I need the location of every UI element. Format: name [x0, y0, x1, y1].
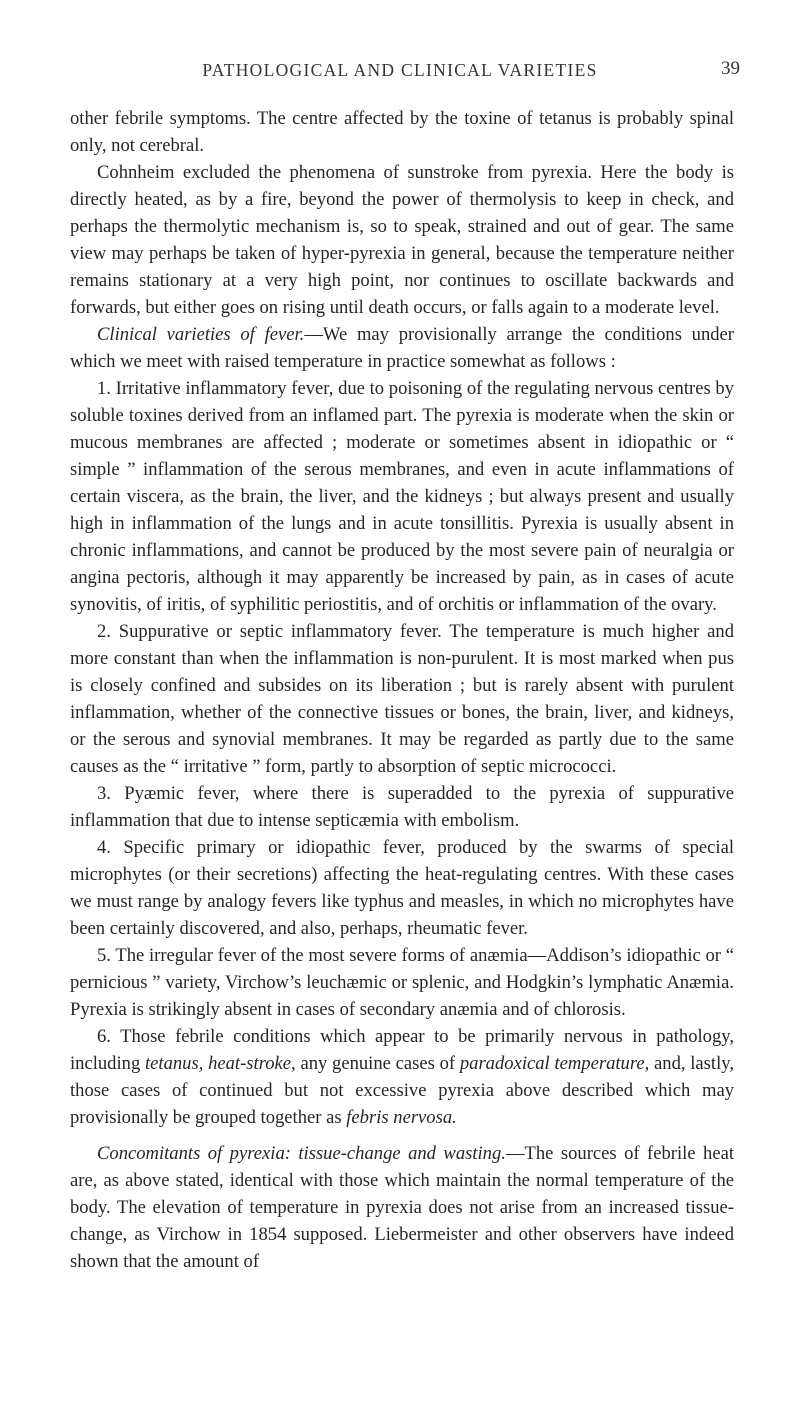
paragraph-clinical-varieties: [70, 321, 734, 375]
list-item-pyaemic-fever: [70, 780, 734, 834]
italic-term: tetanus, heat-stroke,: [144, 1053, 296, 1074]
paragraph-text: —The sources of febrile heat are, as above stated, identical with those which maintain the normal temperature of the body. The elevation of temperature in pyrexia does not arise from an increased tissue-change, as Virchow in 1854 supposed. Liebermeister and other observers have indeed shown that the amount of: [70, 1143, 734, 1272]
paragraph-text: 2. Suppurative or septic inflammatory fever. The temperature is much higher and more constant than when the inflammation is non-purulent. It is most marked when pus is closely confined and subsides on its liberation ; but is rarely absent with purulent inflammation, whether of the connective tissues or bones, the brain, liver, and kidneys, or the serous and synovial membranes. It may be regarded as partly due to the same causes as the “ irritative ” form, partly to absorption of septic micrococci.: [70, 621, 734, 777]
list-item-suppurative-fever: [70, 618, 734, 780]
body-text: [70, 105, 734, 1275]
paragraph-text: other febrile symptoms. The centre affected by the toxine of tetanus is probably spinal only, not cerebral.: [70, 108, 734, 156]
paragraph-continuation: [70, 105, 734, 159]
italic-term: paradoxical temperature,: [459, 1053, 650, 1074]
running-head: PATHOLOGICAL AND CLINICAL VARIETIES: [202, 60, 598, 80]
paragraph-text: and, lastly, those cases of continued but not excessive pyrexia above described which may provisionally be grouped together as: [70, 1053, 734, 1128]
paragraph-text: 6. Those febrile conditions which appear to be primarily nervous in pathology, including: [70, 1026, 734, 1074]
paragraph-text: 1. Irritative inflammatory fever, due to poisoning of the regulating nervous centres by soluble toxines derived from an inflamed part. The pyrexia is moderate when the skin or mucous membranes are affected ; moderate or sometimes absent in idiopathic or “ simple ” inflammation of the serous membranes, and even in acute inflammations of certain viscera, as the brain, the liver, and the kidneys ; but always present and usually high in inflammation of the lungs and in acute tonsillitis. Pyrexia is usually absent in chronic inflammations, and cannot be produced by the most severe pain of neuralgia or angina pectoris, although it may apparently be increased by pain, as in cases of acute synovitis, of iritis, of syphilitic periostitis, and of orchitis or inflammation of the ovary.: [70, 378, 734, 615]
list-item-irritative-fever: [70, 375, 734, 618]
paragraph-sunstroke: [70, 159, 734, 321]
paragraph-text: 3. Pyæmic fever, where there is superadded to the pyrexia of suppurative inflammation that due to intense septicæmia with embolism.: [70, 783, 734, 831]
paragraph-text: Cohnheim excluded the phenomena of sunstroke from pyrexia. Here the body is directly heated, as by a fire, beyond the power of thermolysis to keep in check, and perhaps the thermolytic mechanism is, so to speak, strained and out of gear. The same view may perhaps be taken of hyper-pyrexia in general, because the temperature neither remains stationary at a very high point, nor continues to oscillate backwards and forwards, but either goes on rising until death occurs, or falls again to a moderate level.: [70, 162, 734, 318]
paragraph-text: any genuine cases of: [295, 1053, 460, 1074]
paragraph-concomitants: [70, 1140, 734, 1275]
section-heading-clinical-varieties: Clinical varieties of fever.: [97, 324, 305, 345]
italic-term: febris nervosa.: [346, 1107, 457, 1128]
list-item-nervous-fever: [70, 1023, 734, 1131]
paragraph-text: 5. The irregular fever of the most severe forms of anæmia—Addison’s idiopathic or “ pernicious ” variety, Virchow’s leuchæmic or splenic, and Hodgkin’s lymphatic Anæmia. Pyrexia is strikingly absent in cases of secondary anæmia and of chlorosis.: [70, 945, 734, 1020]
page-number: 39: [721, 58, 740, 79]
list-item-anaemia-fever: [70, 942, 734, 1023]
list-item-specific-fever: [70, 834, 734, 942]
section-heading-concomitants: Concomitants of pyrexia: tissue-change and wasting.: [97, 1143, 506, 1164]
paragraph-text: —We may provisionally arrange the conditions under which we meet with raised temperature in practice somewhat as follows :: [70, 324, 734, 372]
paragraph-text: 4. Specific primary or idiopathic fever, produced by the swarms of special microphytes (or their secretions) affecting the heat-regulating centres. With these cases we must range by analogy fevers like typhus and measles, in which no microphytes have been certainly discovered, and also, perhaps, rheumatic fever.: [70, 837, 734, 939]
